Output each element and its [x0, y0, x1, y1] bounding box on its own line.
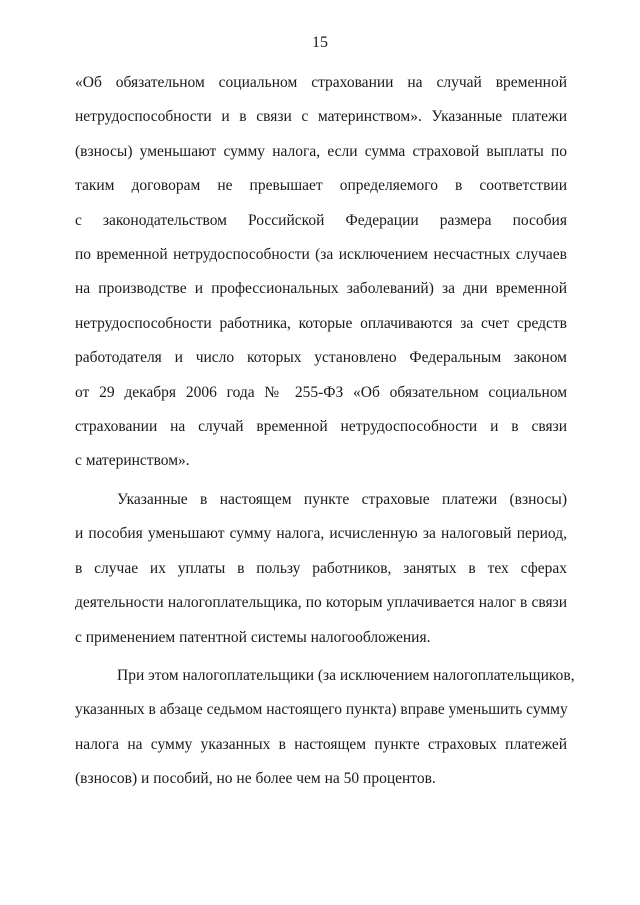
- text-line: от 29 декабря 2006 года № 255-ФЗ «Об обязательном социальном: [75, 383, 567, 401]
- text-line: налога на сумму указанных в настоящем пункте страховых платежей: [75, 735, 567, 753]
- text-line: на производстве и профессиональных заболеваний) за дни временной: [75, 280, 567, 298]
- paragraph-1: [75, 66, 567, 479]
- text-line: с законодательством Российской Федерации размера пособия: [75, 211, 567, 229]
- paragraph-3: [75, 659, 575, 797]
- text-line: «Об обязательном социальном страховании на случай временной: [75, 74, 567, 91]
- text-line: в случае их уплаты в пользу работников, занятых в тех сферах: [75, 559, 567, 577]
- text-line: При этом налогоплательщики (за исключением налогоплательщиков,: [117, 666, 575, 684]
- text-line: по временной нетрудоспособности (за исключением несчастных случаев: [75, 246, 567, 264]
- text-line: нетрудоспособности и в связи с материнством». Указанные платежи: [75, 108, 567, 126]
- text-line: нетрудоспособности работника, которые оплачиваются за счет средств: [75, 314, 567, 332]
- text-line: с материнством».: [75, 452, 190, 470]
- text-line: работодателя и число которых установлено Федеральным законом: [75, 349, 567, 367]
- text-line: и пособия уменьшают сумму налога, исчисленную за налоговый период,: [75, 525, 567, 543]
- text-line: (взносов) и пособий, но не более чем на 50 процентов.: [75, 770, 436, 788]
- text-line: с применением патентной системы налогообложения.: [75, 628, 431, 646]
- text-line: страховании на случай временной нетрудоспособности и в связи: [75, 418, 567, 436]
- text-line: указанных в абзаце седьмом настоящего пункта) вправе уменьшить сумму: [75, 701, 568, 719]
- text-line: Указанные в настоящем пункте страховые платежи (взносы): [117, 490, 567, 508]
- text-line: деятельности налогоплательщика, по которым уплачивается налог в связи: [75, 594, 567, 612]
- text-line: (взносы) уменьшают сумму налога, если сумма страховой выплаты по: [75, 142, 567, 160]
- paragraph-2: [75, 483, 567, 655]
- page-number: 15: [312, 34, 328, 51]
- text-line: таким договорам не превышает определяемого в соответствии: [75, 177, 567, 195]
- body-text: [75, 66, 575, 797]
